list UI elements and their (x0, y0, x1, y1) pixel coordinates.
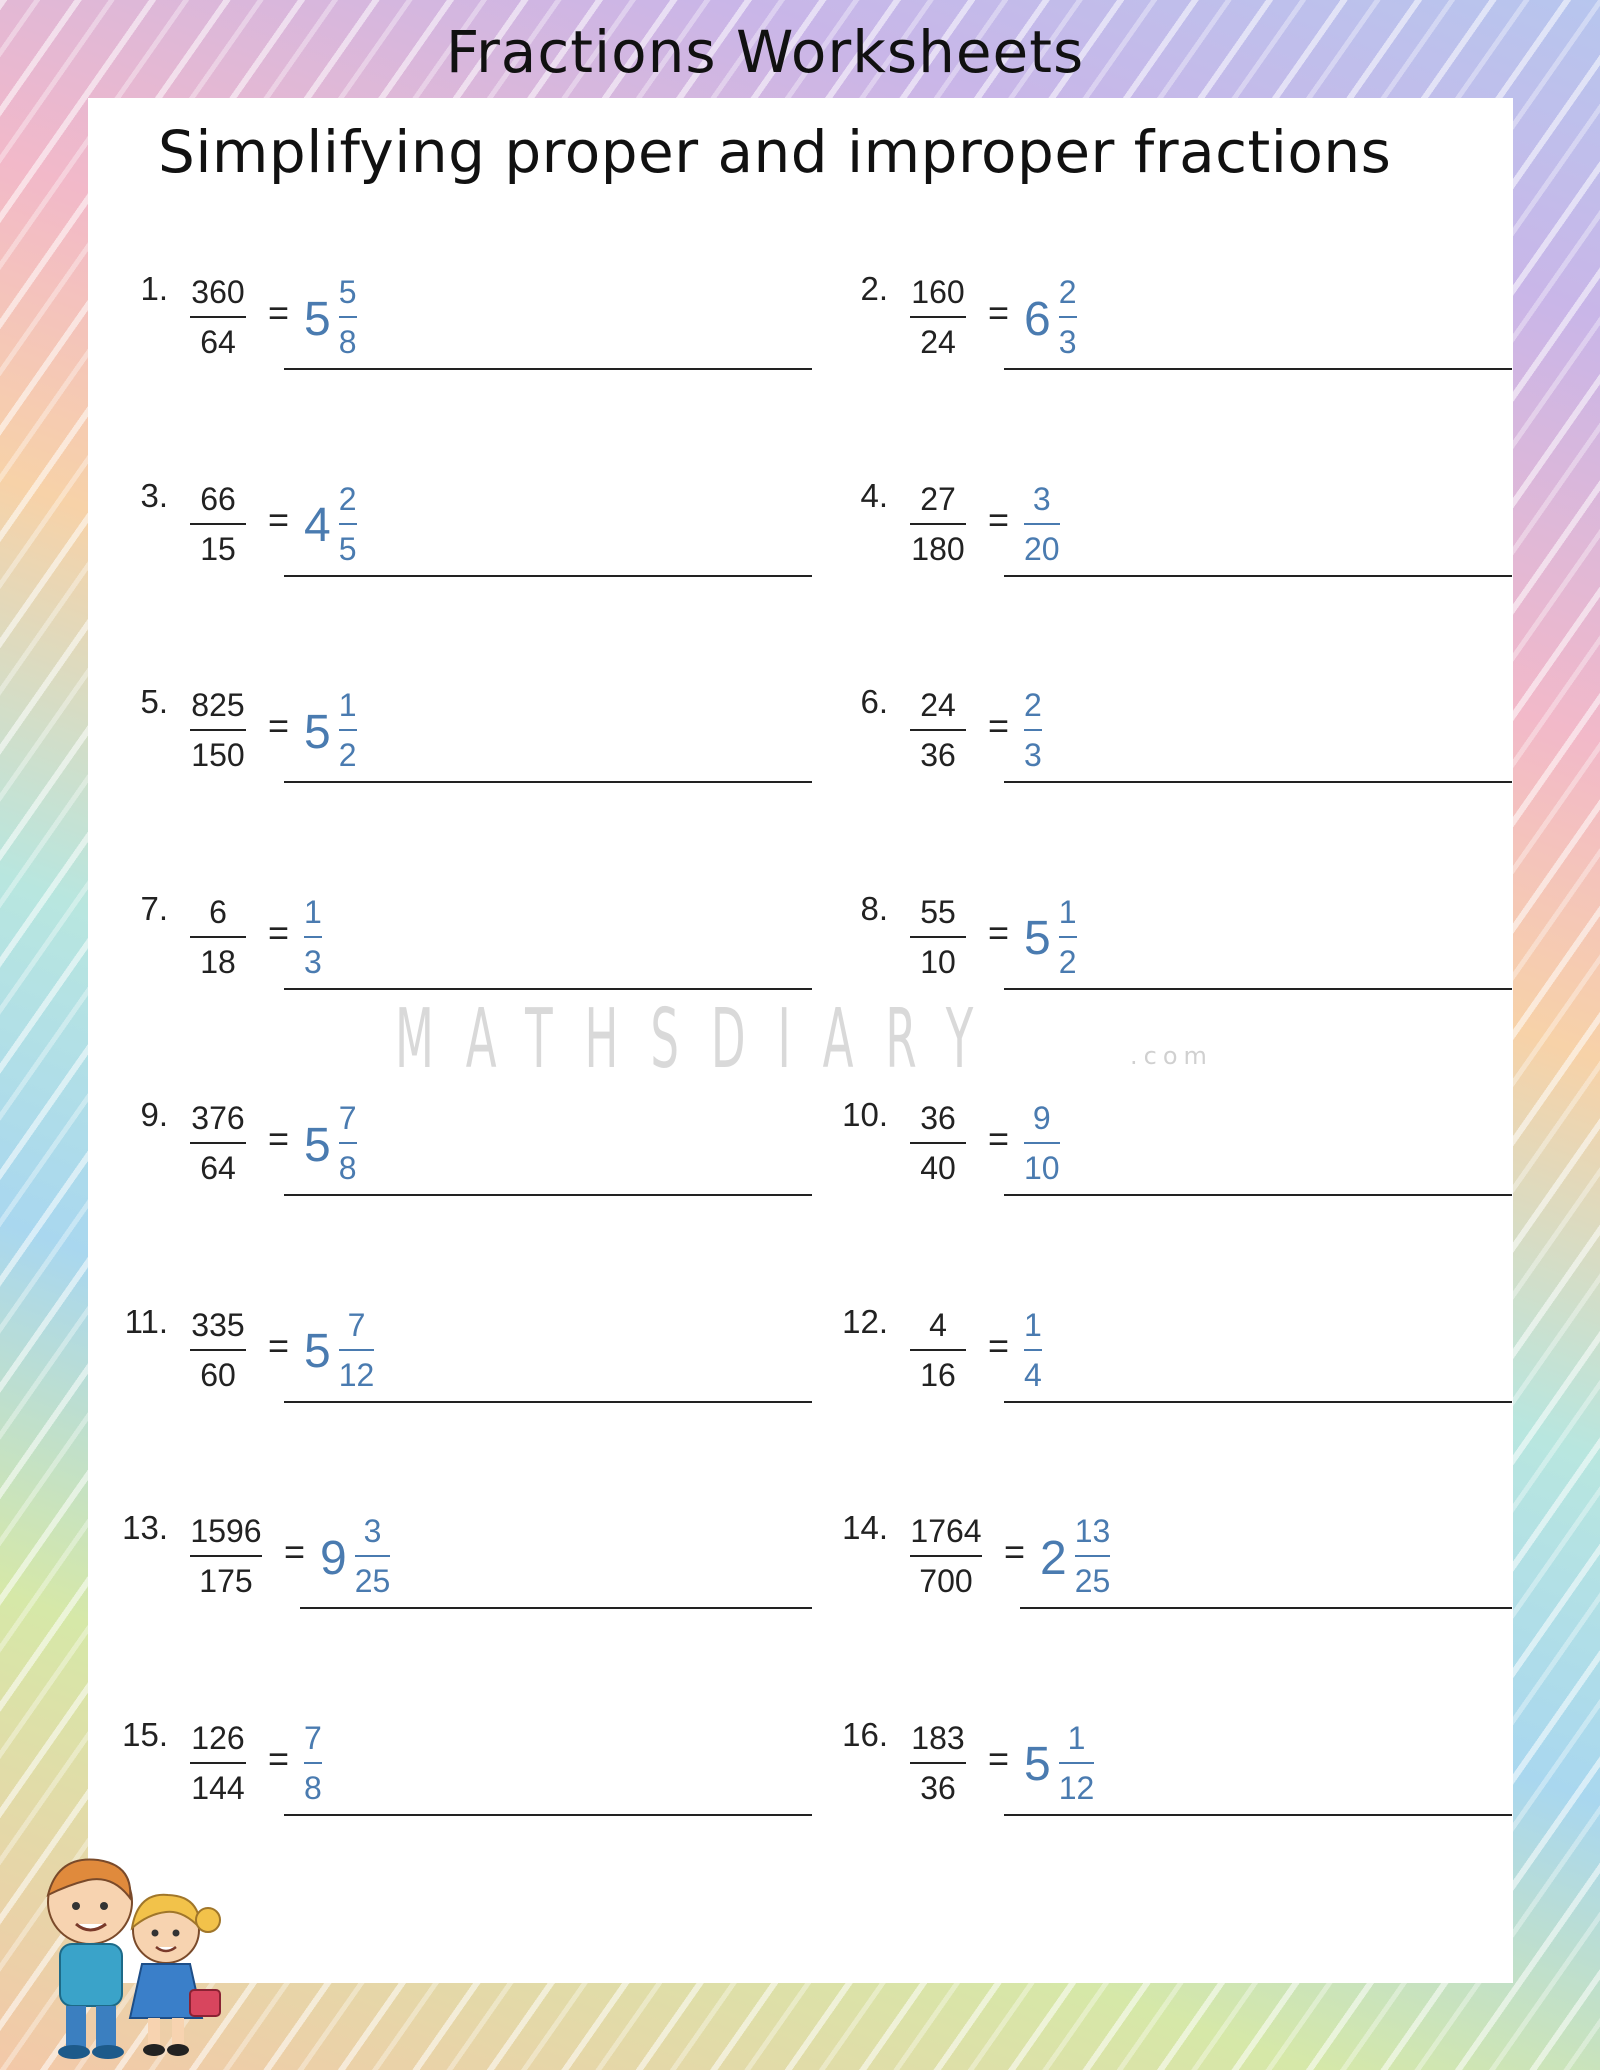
numerator: 160 (911, 274, 965, 310)
answer-line[interactable] (1004, 1194, 1512, 1196)
answer-fraction (304, 890, 322, 984)
answer-numerator: 1 (1058, 893, 1077, 930)
answer-denominator: 20 (1024, 530, 1060, 567)
numerator: 126 (191, 1719, 245, 1756)
numerator: 360 (191, 274, 245, 310)
denominator: 36 (920, 737, 956, 773)
problem-6 (860, 683, 1512, 793)
answer-numerator: 2 (338, 480, 357, 517)
denominator: 144 (191, 1769, 245, 1806)
answer-numerator: 1 (338, 687, 357, 723)
fraction-bar (190, 316, 246, 318)
fraction-bar (190, 936, 246, 938)
answer-numerator: 1 (1024, 1306, 1042, 1343)
problem-4 (860, 476, 1512, 587)
problem-15 (122, 1715, 812, 1826)
denominator: 15 (200, 530, 236, 567)
fraction-bar (910, 1555, 982, 1557)
numerator: 66 (200, 480, 236, 517)
answer-line[interactable] (1020, 1607, 1512, 1609)
answer-line[interactable] (284, 988, 812, 990)
answer (1024, 1303, 1042, 1397)
problem-12 (842, 1302, 1512, 1413)
answer-fraction (1059, 1716, 1095, 1810)
equals-sign: = (268, 1737, 290, 1779)
problem-5 (140, 683, 812, 793)
problem-fraction (190, 1716, 246, 1810)
answer-denominator: 8 (338, 1150, 357, 1186)
answer (304, 683, 357, 777)
fraction-bar (1059, 1762, 1095, 1764)
answer-fraction (1075, 1509, 1111, 1603)
problem-fraction (910, 1096, 966, 1190)
equals-sign: = (988, 1324, 1010, 1366)
denominator: 64 (200, 1150, 236, 1186)
problem-7 (140, 889, 812, 1000)
problem-fraction (190, 1509, 262, 1603)
answer (304, 890, 322, 984)
answer-denominator: 12 (338, 1356, 375, 1393)
problem-fraction (910, 1303, 966, 1397)
kids-illustration (18, 1840, 238, 2065)
equals-sign: = (268, 1324, 290, 1366)
problem-number: 15. (122, 1715, 168, 1753)
answer-denominator: 8 (304, 1769, 322, 1806)
problem-number: 6. (860, 683, 888, 720)
answer-whole: 5 (304, 292, 331, 346)
problem-fraction (910, 890, 966, 984)
answer (1024, 270, 1077, 364)
answer-denominator: 3 (1024, 737, 1042, 773)
equals-sign: = (988, 1118, 1010, 1159)
numerator: 4 (929, 1306, 947, 1343)
answer-fraction (1024, 683, 1042, 777)
answer (1024, 1716, 1094, 1810)
answer (1024, 683, 1042, 777)
denominator: 175 (199, 1563, 253, 1599)
problem-fraction (190, 1096, 246, 1190)
answer-line[interactable] (284, 368, 812, 370)
answer-denominator: 10 (1024, 1150, 1060, 1186)
answer-whole: 5 (304, 705, 331, 759)
problem-13 (122, 1509, 812, 1619)
answer-fraction (355, 1509, 391, 1603)
fraction-bar (910, 936, 966, 938)
answer-line[interactable] (1004, 781, 1512, 783)
problem-9 (140, 1096, 812, 1206)
problem-fraction (910, 1716, 966, 1810)
answer (304, 477, 357, 571)
problem-number: 14. (842, 1509, 888, 1546)
answer-line[interactable] (1004, 368, 1512, 370)
denominator: 24 (920, 324, 956, 360)
equals-sign: = (1004, 1531, 1026, 1572)
problem-fraction (910, 270, 966, 364)
answer-denominator: 2 (338, 737, 357, 773)
answer-denominator: 25 (1074, 1563, 1111, 1599)
answer (1040, 1509, 1110, 1603)
answer-denominator: 2 (1058, 943, 1077, 980)
answer (1024, 890, 1077, 984)
problem-number: 16. (842, 1715, 888, 1753)
denominator: 60 (200, 1356, 236, 1393)
answer-whole: 5 (304, 1325, 331, 1378)
problem-10 (842, 1096, 1512, 1206)
problem-fraction (190, 1303, 246, 1397)
problem-fraction (190, 683, 246, 777)
numerator: 825 (191, 687, 245, 723)
answer-line[interactable] (284, 575, 812, 577)
problem-number: 1. (140, 270, 168, 307)
answer-whole: 5 (304, 1118, 331, 1172)
answer-numerator: 5 (338, 274, 357, 310)
fraction-bar (1024, 1142, 1060, 1144)
numerator: 55 (920, 893, 956, 930)
problem-fraction (190, 477, 246, 571)
equals-sign: = (268, 498, 290, 540)
answer-denominator: 5 (338, 530, 357, 567)
watermark-domain: .com (1130, 1042, 1213, 1070)
fraction-bar (190, 1762, 246, 1764)
numerator: 376 (191, 1100, 245, 1136)
answer-denominator: 3 (1058, 324, 1077, 360)
answer-line[interactable] (1004, 988, 1512, 990)
numerator: 335 (191, 1306, 245, 1343)
answer-numerator: 2 (1058, 274, 1077, 310)
problem-fraction (910, 477, 966, 571)
answer-numerator: 3 (363, 1513, 382, 1549)
problem-2 (860, 270, 1512, 380)
answer-line[interactable] (284, 1401, 812, 1403)
problem-number: 11. (124, 1302, 168, 1340)
answer-denominator: 12 (1058, 1769, 1095, 1806)
answer-fraction (339, 1303, 375, 1397)
fraction-bar (1059, 936, 1077, 938)
answer (304, 270, 357, 364)
fraction-bar (190, 729, 246, 731)
denominator: 150 (191, 737, 245, 773)
watermark: MATHSDIARY (395, 992, 1006, 1087)
answer-numerator: 3 (1032, 480, 1051, 517)
denominator: 64 (200, 324, 236, 360)
answer-numerator: 2 (1024, 687, 1042, 723)
worksheet-title: Fractions Worksheets (445, 18, 1085, 86)
answer-denominator: 8 (338, 324, 357, 360)
fraction-bar (910, 1349, 966, 1351)
fraction-bar (339, 1349, 375, 1351)
problem-number: 8. (860, 889, 888, 927)
denominator: 36 (920, 1769, 956, 1806)
answer-whole: 6 (1024, 292, 1051, 346)
answer-line[interactable] (1004, 1814, 1512, 1816)
fraction-bar (1059, 316, 1077, 318)
problem-number: 5. (140, 683, 168, 720)
answer-fraction (1059, 270, 1077, 364)
answer-numerator: 9 (1032, 1100, 1051, 1136)
answer-whole: 5 (1024, 1738, 1051, 1791)
fraction-bar (355, 1555, 391, 1557)
problem-number: 7. (140, 889, 168, 927)
equals-sign: = (268, 1118, 290, 1159)
answer-fraction (1024, 1303, 1042, 1397)
numerator: 1596 (190, 1513, 262, 1549)
answer-numerator: 1 (1067, 1719, 1086, 1756)
answer-fraction (339, 477, 357, 571)
answer-fraction (1024, 1096, 1060, 1190)
denominator: 180 (911, 530, 965, 567)
answer-denominator: 4 (1024, 1356, 1042, 1393)
equals-sign: = (268, 705, 290, 746)
answer (320, 1509, 390, 1603)
answer-line[interactable] (284, 1194, 812, 1196)
answer-whole: 4 (304, 499, 331, 552)
problem-fraction (910, 683, 966, 777)
denominator: 10 (920, 943, 956, 980)
answer-denominator: 3 (304, 943, 322, 980)
denominator: 18 (200, 943, 236, 980)
answer-numerator: 1 (304, 893, 322, 930)
problem-number: 12. (842, 1302, 888, 1340)
answer (304, 1716, 322, 1810)
numerator: 183 (911, 1719, 965, 1756)
fraction-bar (1024, 729, 1042, 731)
fraction-bar (910, 1762, 966, 1764)
answer-line[interactable] (1004, 1401, 1512, 1403)
problem-number: 2. (860, 270, 888, 307)
equals-sign: = (268, 292, 290, 333)
fraction-bar (910, 1142, 966, 1144)
problem-1 (140, 270, 812, 380)
equals-sign: = (284, 1531, 306, 1572)
problem-16 (842, 1715, 1512, 1826)
problem-number: 4. (860, 476, 888, 514)
problem-3 (140, 476, 812, 587)
fraction-bar (910, 523, 966, 525)
answer-numerator: 7 (304, 1719, 322, 1756)
problem-11 (124, 1302, 812, 1413)
problem-number: 13. (122, 1509, 168, 1546)
fraction-bar (1075, 1555, 1111, 1557)
answer-line[interactable] (1004, 575, 1512, 577)
denominator: 700 (919, 1563, 973, 1599)
answer-fraction (339, 270, 357, 364)
answer-fraction (339, 683, 357, 777)
denominator: 40 (920, 1150, 956, 1186)
answer-whole: 2 (1040, 1531, 1067, 1585)
problem-number: 3. (140, 476, 168, 514)
answer-fraction (1059, 890, 1077, 984)
answer (304, 1303, 374, 1397)
problem-number: 10. (842, 1096, 888, 1133)
answer (304, 1096, 357, 1190)
fraction-bar (190, 1142, 246, 1144)
answer-fraction (1024, 477, 1060, 571)
problem-number: 9. (140, 1096, 168, 1133)
fraction-bar (190, 523, 246, 525)
fraction-bar (304, 1762, 322, 1764)
equals-sign: = (988, 498, 1010, 540)
answer-numerator: 7 (338, 1100, 357, 1136)
denominator: 16 (920, 1356, 956, 1393)
answer-whole: 9 (320, 1531, 347, 1585)
numerator: 1764 (910, 1513, 982, 1549)
problem-fraction (190, 270, 246, 364)
answer (1024, 1096, 1060, 1190)
fraction-bar (190, 1349, 246, 1351)
worksheet-subtitle: Simplifying proper and improper fractions (158, 118, 1392, 186)
fraction-bar (190, 1555, 262, 1557)
numerator: 24 (920, 687, 956, 723)
answer-numerator: 7 (347, 1306, 366, 1343)
fraction-bar (339, 523, 357, 525)
equals-sign: = (988, 911, 1010, 953)
answer-line[interactable] (284, 1814, 812, 1816)
answer-numerator: 13 (1074, 1513, 1111, 1549)
numerator: 36 (920, 1100, 956, 1136)
problem-fraction (190, 890, 246, 984)
answer (1024, 477, 1060, 571)
fraction-bar (910, 729, 966, 731)
answer-line[interactable] (300, 1607, 812, 1609)
fraction-bar (339, 729, 357, 731)
fraction-bar (339, 1142, 357, 1144)
problem-8 (860, 889, 1512, 1000)
answer-fraction (339, 1096, 357, 1190)
equals-sign: = (988, 292, 1010, 333)
numerator: 6 (209, 893, 227, 930)
answer-fraction (304, 1716, 322, 1810)
equals-sign: = (268, 911, 290, 953)
answer-whole: 5 (1024, 912, 1051, 965)
problem-14 (842, 1509, 1512, 1619)
fraction-bar (910, 316, 966, 318)
fraction-bar (339, 316, 357, 318)
answer-denominator: 25 (354, 1563, 391, 1599)
fraction-bar (1024, 523, 1060, 525)
equals-sign: = (988, 1737, 1010, 1779)
numerator: 27 (920, 480, 956, 517)
equals-sign: = (988, 705, 1010, 746)
fraction-bar (1024, 1349, 1042, 1351)
problem-fraction (910, 1509, 982, 1603)
fraction-bar (304, 936, 322, 938)
answer-line[interactable] (284, 781, 812, 783)
